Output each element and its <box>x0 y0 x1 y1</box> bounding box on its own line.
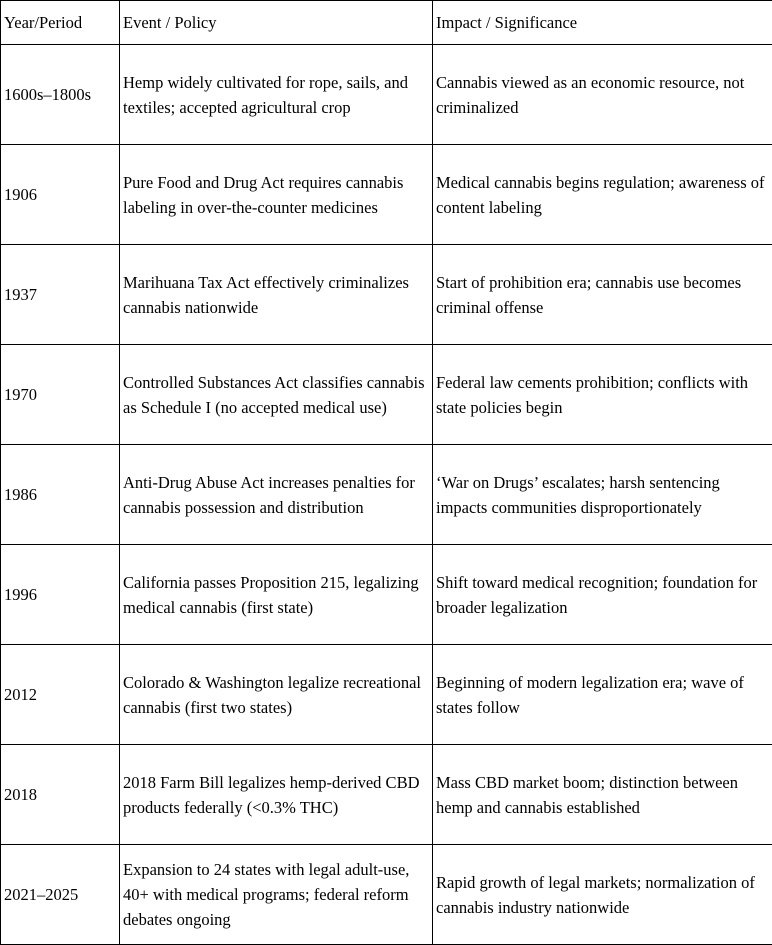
cell-event: Anti-Drug Abuse Act increases penalties for cannabis possession and distribution <box>120 445 433 545</box>
cell-event: Marihuana Tax Act effectively criminalizes cannabis nationwide <box>120 245 433 345</box>
cell-event: 2018 Farm Bill legalizes hemp-derived CBD products federally (<0.3% THC) <box>120 745 433 845</box>
cell-impact: Medical cannabis begins regulation; awareness of content labeling <box>433 145 772 245</box>
cell-event: Pure Food and Drug Act requires cannabis labeling in over-the-counter medicines <box>120 145 433 245</box>
cell-year: 1937 <box>1 245 120 345</box>
cell-year: 2012 <box>1 645 120 745</box>
table-row <box>1 645 772 745</box>
cell-impact: Shift toward medical recognition; foundation for broader legalization <box>433 545 772 645</box>
cell-year: 1996 <box>1 545 120 645</box>
cell-year: 1986 <box>1 445 120 545</box>
header-event: Event / Policy <box>120 1 433 45</box>
cell-event: Colorado & Washington legalize recreational cannabis (first two states) <box>120 645 433 745</box>
table-row <box>1 445 772 545</box>
cell-impact: Start of prohibition era; cannabis use becomes criminal offense <box>433 245 772 345</box>
cell-event: Controlled Substances Act classifies cannabis as Schedule I (no accepted medical use) <box>120 345 433 445</box>
cell-year: 1600s–1800s <box>1 45 120 145</box>
table-row <box>1 145 772 245</box>
cell-event: Hemp widely cultivated for rope, sails, and textiles; accepted agricultural crop <box>120 45 433 145</box>
cell-impact: Beginning of modern legalization era; wave of states follow <box>433 645 772 745</box>
table-row <box>1 45 772 145</box>
cell-year: 2018 <box>1 745 120 845</box>
table-row <box>1 345 772 445</box>
table-row <box>1 845 772 945</box>
table-row <box>1 745 772 845</box>
header-year: Year/Period <box>1 1 120 45</box>
table-row <box>1 545 772 645</box>
cell-year: 1970 <box>1 345 120 445</box>
cell-impact: Cannabis viewed as an economic resource, not criminalized <box>433 45 772 145</box>
cell-impact: Federal law cements prohibition; conflicts with state policies begin <box>433 345 772 445</box>
cell-impact: Mass CBD market boom; distinction between hemp and cannabis established <box>433 745 772 845</box>
header-impact: Impact / Significance <box>433 1 772 45</box>
cell-year: 2021–2025 <box>1 845 120 945</box>
cell-event: California passes Proposition 215, legalizing medical cannabis (first state) <box>120 545 433 645</box>
table-row <box>1 245 772 345</box>
cell-event: Expansion to 24 states with legal adult-use, 40+ with medical programs; federal reform debates ongoing <box>120 845 433 945</box>
table-header-row <box>1 1 772 45</box>
cell-year: 1906 <box>1 145 120 245</box>
cell-impact: Rapid growth of legal markets; normalization of cannabis industry nationwide <box>433 845 772 945</box>
cell-impact: ‘War on Drugs’ escalates; harsh sentencing impacts communities disproportionately <box>433 445 772 545</box>
